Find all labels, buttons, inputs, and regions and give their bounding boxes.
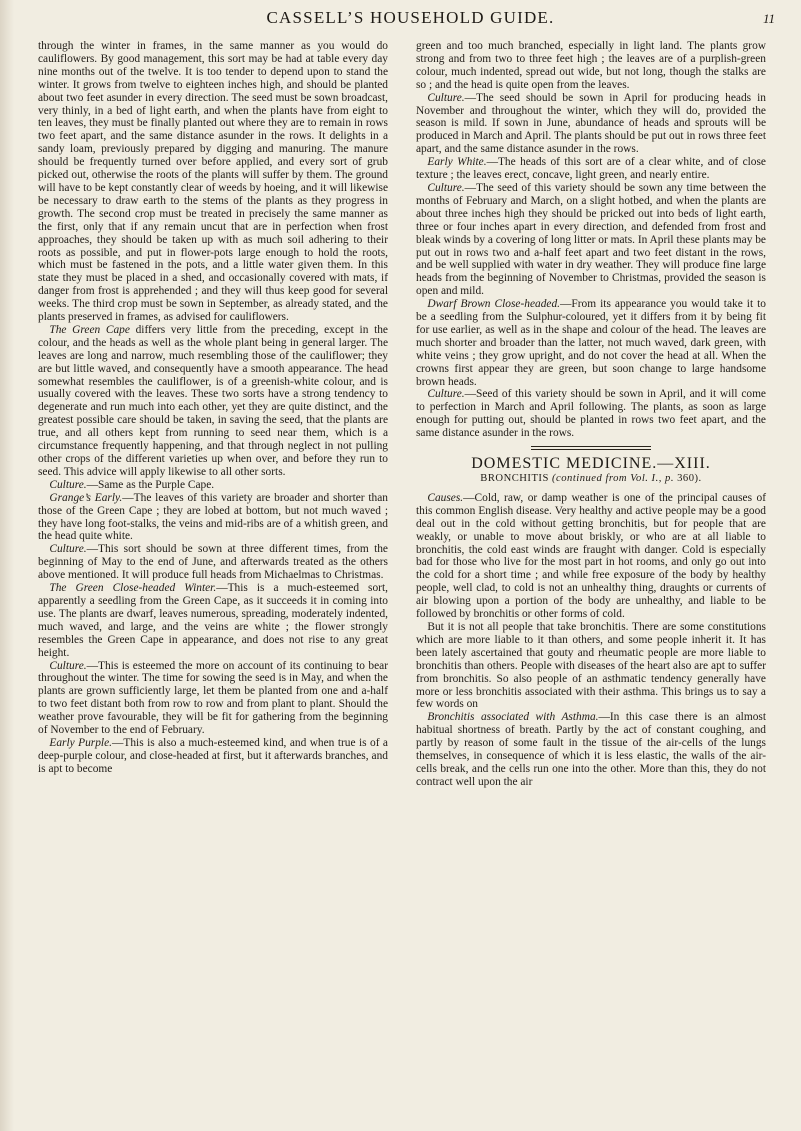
paragraph: Causes.—Cold, raw, or damp weather is one of the principal causes of this common English disease. Very healthy and active people may be a good deal out in the cold without getting bronchitis, but for people that are weakly, or unable to move about briskly, or who are at all liable to bronchitis, the cold east winds are fraught with danger. Cold is especially bad for those who live for the most part in hot rooms, and only go out into the cold for a short time ; and while free exposure of the body by healthy people, well clad, to cold is not an unhealthy thing, draughts or currents of air blowing upon a portion of the body are unhealthy, and liable to be followed by bronchitis or other forms of cold. <box>416 491 766 621</box>
paragraph: Culture.—Seed of this variety should be sown in April, and it will come to perfection in March and April following. The plants, as soon as large enough for putting out, should be planted in rows two feet apart, and the same distance asunder in the rows. <box>416 388 766 440</box>
paragraph: Grange’s Early.—The leaves of this variety are broader and shorter than those of the Green Cape ; they are lobed at bottom, but not much waved ; they have long foot-stalks, the veins and mid-ribs are of a whitish green, and the head quite white. <box>38 491 388 543</box>
paragraph: green and too much branched, especially in light land. The plants grow strong and from two to three feet high ; the leaves are of a purplish-green colour, much indented, spread out wide, but not long, though the stalks are so ; and the head is quite open from the leaves. <box>416 40 766 91</box>
left-column <box>38 40 388 776</box>
running-title: CASSELL’S HOUSEHOLD GUIDE. <box>266 8 555 27</box>
paragraph: Culture.—The seed should be sown in April for producing heads in November and throughout the winter, which they will do, provided the season is mild. If sown in June, abundance of heads and sprouts will be produced in March and April. The plants should be put out in rows three feet apart, and the same distance asunder in the rows. <box>416 91 766 156</box>
paragraph: Culture.—This sort should be sown at three different times, from the beginning of May to the end of June, and afterwards treated as the others above mentioned. It will produce full heads from Michaelmas to Christmas. <box>38 543 388 582</box>
page-gutter-shadow <box>0 0 14 1131</box>
page-number: 11 <box>762 11 775 26</box>
paragraph: Early Purple.—This is also a much-esteemed kind, and when true is of a deep-purple colour, and close-headed at first, but it afterwards branches, and is apt to become <box>38 736 388 775</box>
paragraph: Bronchitis associated with Asthma.—In this case there is an almost habitual shortness of breath. Partly by the act of constant coughing, and partly by reason of some fault in the tissue of the air-cells of the lungs themselves, in consequence of which it is less elastic, the walls of the air-cells break, and the cells run one into the other. More than this, they do not contract well upon the air <box>416 711 766 788</box>
paragraph: Early White.—The heads of this sort are of a clear white, and of close texture ; the leaves erect, concave, light green, and nearly entire. <box>416 156 766 182</box>
paragraph: Culture.—Same as the Purple Cape. <box>49 478 215 491</box>
right-column <box>416 40 766 789</box>
paragraph: Culture.—The seed of this variety should be sown any time between the months of February and March, on a slight hotbed, and when the plants are about three inches high they should be pricked out into beds of light earth, three or four inches apart in every direction, and defended from frost and bleak winds by a covering of long litter or mats. In April these plants may be put out in rows two and a-half feet apart and two feet distant in the rows, and be well supplied with water in dry weather. They will produce fine large heads from the beginning of November to Christmas, provided the season is open and mild. <box>416 181 766 298</box>
paragraph: But it is not all people that take bronchitis. There are some constitutions which are more liable to it than others, and some people inherit it. It has been lately ascertained that gouty and rheumatic people are more liable to bronchitis than others. People with diseases of the heart also are apt to suffer from bronchitis. So also people of an asthmatic tendency generally have more or less bronchitis associated with their asthma. This brings us to say a few words on <box>416 620 766 711</box>
paragraph: Culture.—This is esteemed the more on account of its continuing to bear throughout the winter. The time for sowing the seed is in May, and when the plants are grown sufficiently large, let them be planted from one and a-half to two feet distant both from row to row and from plant to plant. Should the weather prove favourable, they will be fit for gathering from the beginning of November to the end of February. <box>38 659 388 737</box>
section-divider <box>531 446 651 450</box>
section-subtitle: BRONCHITIS (continued from Vol. I., p. 360). <box>480 473 702 484</box>
section-title: DOMESTIC MEDICINE.—XIII. <box>471 455 711 473</box>
page-header <box>46 8 775 32</box>
paragraph: through the winter in frames, in the same manner as you would do cauliflowers. By good management, this sort may be had at table every day nine months out of the twelve. It is too tender to depend upon to stand the winter. It grows from twelve to eighteen inches high, and should be planted about two feet asunder in every direction. The seed must be sown broadcast, very thinly, in a bed of light earth, and when the plants have from eight to ten leaves, they must be finally planted out where they are to remain in rows two feet apart, and the same distance asunder in the rows. It delights in a sandy loam, previously prepared by digging and manuring. The manure should be frequently turned over before applied, and every sort of grub picked out, otherwise the roots of the plants will suffer by them. The ground will have to be kept constantly clear of weeds by hoeing, and it will likewise be necessary to draw earth to the stems of the plants as they progress in growth. The second crop must be treated in precisely the same manner as the first, only that if any remain uncut that are in perfection when frost approaches, they should be taken up with as much soil adhering to their roots as possible, and put in flower-pots large enough to hold the roots, which must be fastened in the pots, and a little water given them. In this state they must be placed in a shed, and occasionally covered with mats, if danger from frost is apprehended ; and they will thus keep good for several weeks. The third crop must be sown in September, as already stated, and the plants preserved in frames, as advised for cauliflowers. <box>38 40 388 324</box>
paragraph: Dwarf Brown Close-headed.—From its appearance you would take it to be a seedling from the Sulphur-coloured, yet it differs from it by being fit for use earlier, as well as in the shape and colour of the head. The leaves are much shorter and broader than the latter, not much waved, dark green, with white veins ; they grow upright, and do not cover the head at all. When the crowns first appear they are green, but soon change to large handsome brown heads. <box>416 298 766 388</box>
paragraph: The Green Cape differs very little from the preceding, except in the colour, and the heads as well as the whole plant being in general larger. The leaves are long and narrow, much resembling those of the cauliflower; they are but little waved, and consequently have a smooth appearance. The head somewhat resembles the cauliflower, is of a greenish-white colour, and is usually covered with the leaves. These two sorts have a strong tendency to degenerate and run much into each other, yet they are quite distinct, and the greatest possible care should be taken, in saving the seed, that the plants are true, and all others kept from running to seed near them, which is a circumstance frequently happening, and that through neglect in not pulling other crops of the different varieties up when over, and before they run to seed. This advice will apply likewise to all other sorts. <box>38 323 388 478</box>
paragraph: The Green Close-headed Winter.—This is a much-esteemed sort, apparently a seedling from the Green Cape, as it succeeds it in coming into use. The plants are dwarf, leaves numerous, spreading, moderately indented, much waved, and large, and the veins are white ; the flower strongly resembles the Green Cape in appearance, and does not rise to any great height. <box>38 582 388 659</box>
